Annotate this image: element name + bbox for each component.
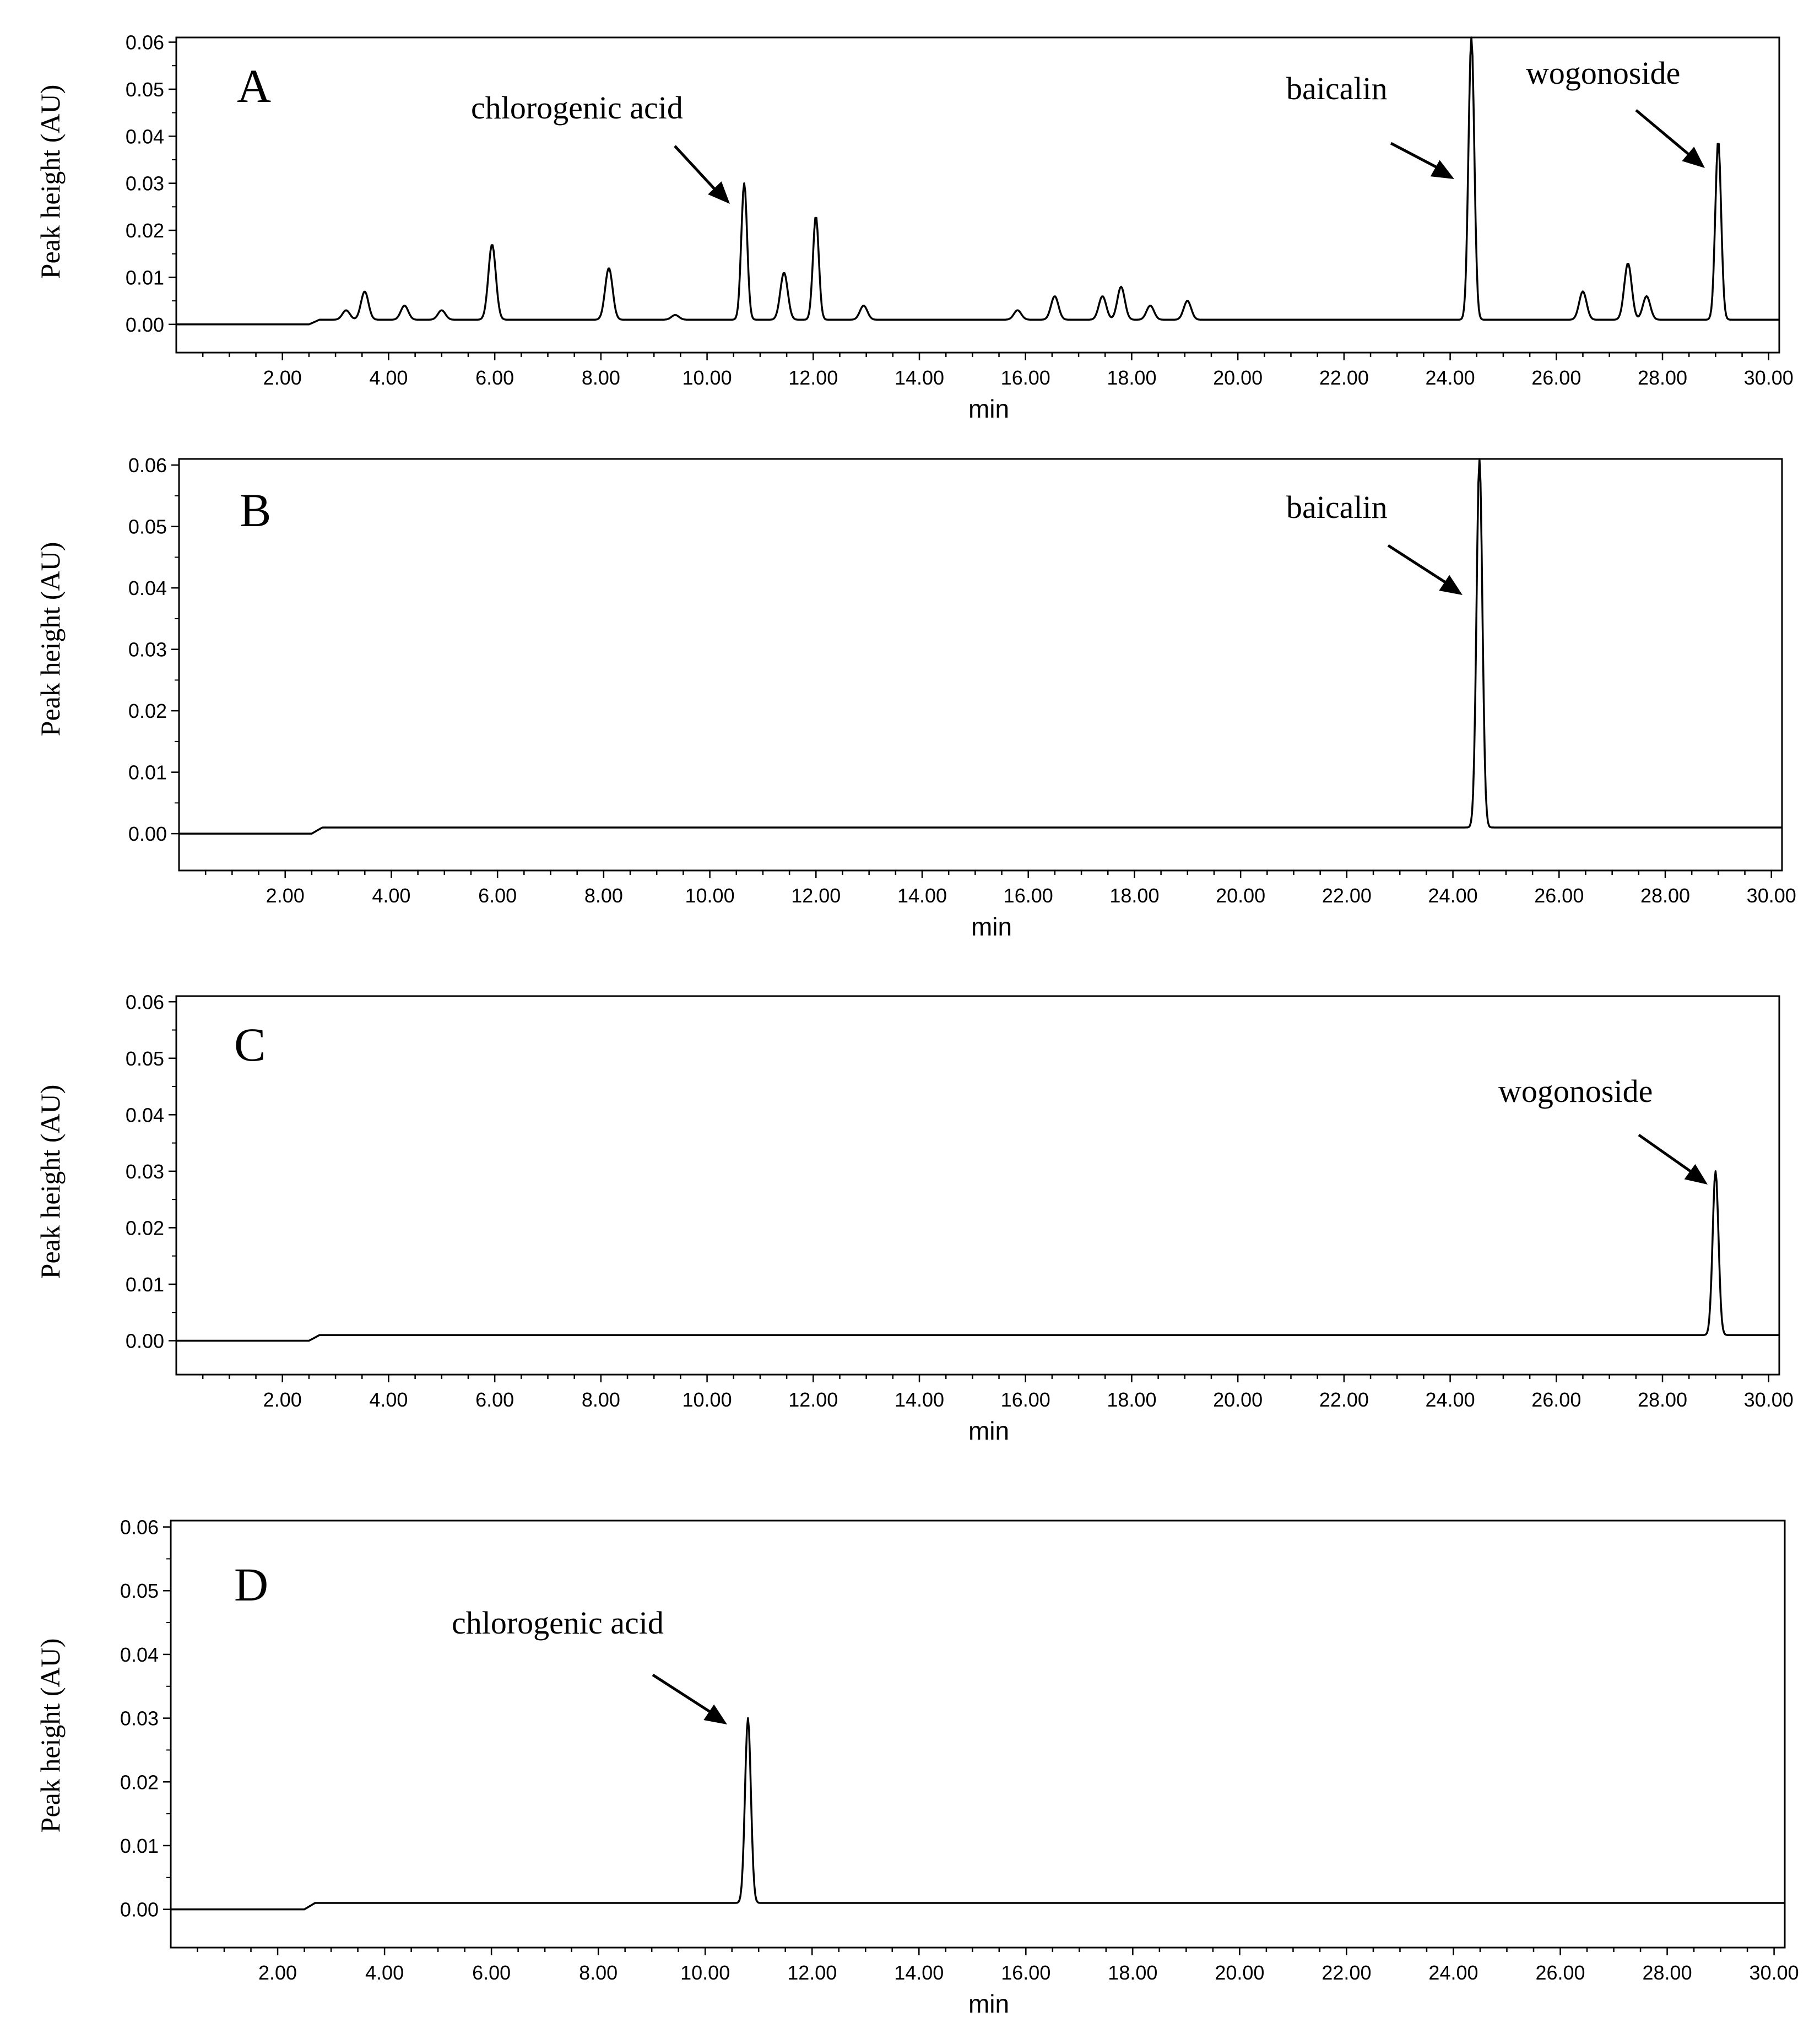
x-tick-label: 14.00: [897, 884, 947, 907]
y-tick-label: 0.02: [120, 1771, 159, 1794]
x-tick-label: 20.00: [1215, 1961, 1265, 1984]
y-tick-label: 0.02: [125, 1216, 164, 1240]
y-tick-label: 0.03: [125, 172, 164, 195]
x-tick-label: 8.00: [579, 1961, 618, 1984]
x-tick-label: 14.00: [894, 1388, 945, 1411]
x-tick-label: 6.00: [475, 366, 514, 389]
x-tick-label: 8.00: [581, 1388, 620, 1411]
x-tick-label: 24.00: [1425, 366, 1475, 389]
x-tick-label: 22.00: [1321, 884, 1372, 907]
peak-annotation-label: chlorogenic acid: [452, 1605, 664, 1641]
y-tick-label: 0.04: [120, 1643, 159, 1666]
annotation-arrow-head: [703, 1705, 727, 1724]
x-tick-label: 24.00: [1428, 884, 1478, 907]
x-tick-label: 2.00: [266, 884, 305, 907]
x-tick-label: 12.00: [791, 884, 841, 907]
panel-letter: D: [234, 1558, 269, 1611]
y-axis-title: Peak height (AU): [35, 1638, 66, 1833]
chart-panel-d: [35, 1516, 1799, 2018]
chromatogram-trace: [179, 459, 1782, 834]
x-tick-label: 12.00: [788, 366, 838, 389]
x-tick-label: 14.00: [894, 366, 945, 389]
y-tick-label: 0.01: [125, 1273, 164, 1296]
y-tick-label: 0.00: [128, 823, 167, 846]
chart-panel-a: [35, 31, 1794, 423]
y-tick-label: 0.06: [125, 991, 164, 1014]
x-tick-label: 6.00: [478, 884, 517, 907]
y-tick-label: 0.05: [125, 1047, 164, 1070]
y-tick-label: 0.05: [125, 78, 164, 101]
peak-annotation-label: chlorogenic acid: [471, 90, 683, 126]
x-tick-label: 2.00: [263, 366, 302, 389]
x-tick-label: 10.00: [680, 1961, 730, 1984]
y-tick-label: 0.01: [128, 761, 167, 784]
x-tick-label: 4.00: [365, 1961, 404, 1984]
peak-annotation-label: baicalin: [1286, 71, 1388, 106]
x-tick-label: 20.00: [1213, 366, 1263, 389]
x-tick-label: 18.00: [1108, 1961, 1158, 1984]
x-axis-title: min: [971, 912, 1012, 941]
x-tick-label: 24.00: [1428, 1961, 1478, 1984]
x-tick-label: 16.00: [1000, 366, 1050, 389]
x-tick-label: 16.00: [1001, 1961, 1051, 1984]
annotation-arrow-shaft: [1636, 110, 1697, 161]
y-tick-label: 0.06: [120, 1516, 159, 1539]
x-tick-label: 10.00: [685, 884, 735, 907]
x-tick-label: 10.00: [682, 1388, 732, 1411]
x-tick-label: 4.00: [372, 884, 411, 907]
peak-annotation-label: baicalin: [1286, 489, 1388, 525]
y-tick-label: 0.03: [125, 1160, 164, 1183]
x-tick-label: 6.00: [472, 1961, 511, 1984]
chart-panel-c: [35, 991, 1794, 1445]
x-tick-label: 28.00: [1637, 1388, 1688, 1411]
x-tick-label: 10.00: [682, 366, 732, 389]
x-tick-label: 28.00: [1637, 366, 1688, 389]
y-tick-label: 0.05: [128, 515, 167, 538]
y-tick-label: 0.00: [125, 1329, 164, 1353]
x-tick-label: 2.00: [258, 1961, 297, 1984]
plot-frame: [176, 996, 1779, 1375]
x-tick-label: 26.00: [1534, 884, 1584, 907]
x-tick-label: 16.00: [1000, 1388, 1050, 1411]
y-tick-label: 0.03: [120, 1707, 159, 1730]
chromatogram-trace: [176, 1171, 1779, 1341]
x-tick-label: 30.00: [1746, 884, 1796, 907]
x-tick-label: 6.00: [475, 1388, 514, 1411]
x-axis-title: min: [968, 1416, 1010, 1445]
x-tick-label: 26.00: [1531, 1388, 1581, 1411]
x-tick-label: 22.00: [1319, 366, 1369, 389]
x-tick-label: 4.00: [369, 366, 408, 389]
x-tick-label: 12.00: [787, 1961, 837, 1984]
y-tick-label: 0.04: [125, 1104, 164, 1127]
x-tick-label: 20.00: [1213, 1388, 1263, 1411]
y-tick-label: 0.01: [120, 1834, 159, 1857]
x-tick-label: 18.00: [1107, 1388, 1157, 1411]
chromatogram-trace: [171, 1718, 1785, 1910]
x-tick-label: 22.00: [1319, 1388, 1369, 1411]
x-tick-label: 28.00: [1642, 1961, 1692, 1984]
y-tick-label: 0.03: [128, 638, 167, 661]
annotation-arrow-head: [1431, 160, 1454, 179]
y-tick-label: 0.06: [125, 31, 164, 54]
x-tick-label: 18.00: [1109, 884, 1160, 907]
y-axis-title: Peak height (AU): [35, 542, 66, 737]
x-tick-label: 4.00: [369, 1388, 408, 1411]
y-tick-label: 0.02: [125, 219, 164, 242]
panel-letter: B: [240, 484, 272, 537]
x-tick-label: 12.00: [788, 1388, 838, 1411]
y-tick-label: 0.04: [128, 577, 167, 600]
y-tick-label: 0.00: [125, 313, 164, 336]
x-tick-label: 8.00: [581, 366, 620, 389]
x-tick-label: 14.00: [894, 1961, 944, 1984]
x-axis-title: min: [968, 394, 1010, 423]
x-tick-label: 26.00: [1531, 366, 1581, 389]
panel-letter: A: [237, 60, 272, 112]
y-tick-label: 0.00: [120, 1898, 159, 1921]
panel-letter: C: [234, 1018, 266, 1071]
y-tick-label: 0.04: [125, 125, 164, 148]
peak-annotation-label: wogonoside: [1526, 55, 1681, 91]
x-tick-label: 2.00: [263, 1388, 302, 1411]
y-tick-label: 0.05: [120, 1580, 159, 1603]
plot-frame: [179, 459, 1782, 870]
x-tick-label: 28.00: [1640, 884, 1691, 907]
peak-apex: [815, 215, 816, 217]
x-tick-label: 22.00: [1321, 1961, 1372, 1984]
y-axis-title: Peak height (AU): [35, 84, 66, 279]
peak-annotation-label: wogonoside: [1498, 1073, 1653, 1109]
x-tick-label: 24.00: [1425, 1388, 1475, 1411]
x-tick-label: 30.00: [1743, 366, 1794, 389]
x-tick-label: 30.00: [1749, 1961, 1799, 1984]
x-axis-title: min: [968, 1989, 1010, 2018]
y-tick-label: 0.01: [125, 266, 164, 289]
annotation-arrow-head: [1685, 1164, 1708, 1185]
chart-panel-b: [35, 454, 1796, 941]
peak-apex: [1718, 140, 1719, 142]
y-tick-label: 0.02: [128, 700, 167, 723]
x-tick-label: 8.00: [584, 884, 623, 907]
x-tick-label: 18.00: [1107, 366, 1157, 389]
y-tick-label: 0.06: [128, 454, 167, 477]
y-axis-title: Peak height (AU): [35, 1084, 66, 1279]
x-tick-label: 30.00: [1743, 1388, 1794, 1411]
x-tick-label: 26.00: [1535, 1961, 1585, 1984]
plot-frame: [171, 1521, 1785, 1948]
x-tick-label: 20.00: [1216, 884, 1266, 907]
x-tick-label: 16.00: [1003, 884, 1053, 907]
annotation-arrow-head: [1439, 575, 1463, 595]
